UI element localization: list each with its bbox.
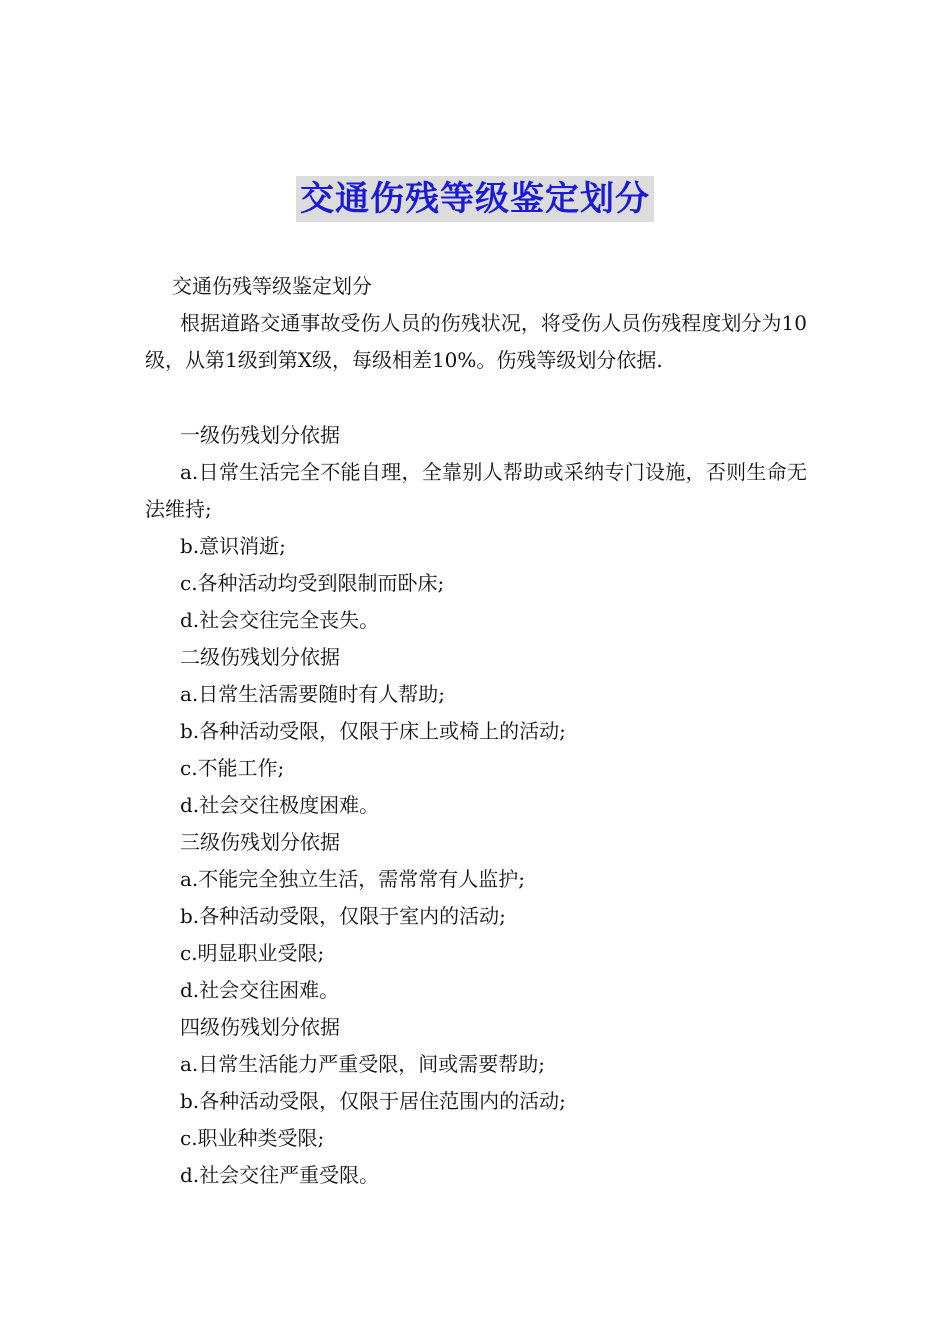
intro-paragraph: 根据道路交通事故受伤人员的伤残状况，将受伤人员伤残程度划分为10级，从第1级到第X级，每级相差10%。伤残等级划分依据.	[145, 311, 807, 372]
list-item: d.社会交往极度困难。	[180, 793, 380, 817]
section-heading-level-3: 三级伤残划分依据	[180, 830, 340, 854]
list-item: d.社会交往严重受限。	[180, 1163, 380, 1187]
list-item: b.意识消逝;	[180, 534, 286, 558]
list-item: c.各种活动均受到限制而卧床;	[180, 571, 445, 595]
list-item: c.职业种类受限;	[180, 1126, 325, 1150]
list-item: c.明显职业受限;	[180, 941, 325, 965]
list-item: a.日常生活能力严重受限，间或需要帮助;	[180, 1052, 546, 1076]
document-body	[145, 268, 807, 1194]
list-item: a.日常生活需要随时有人帮助;	[180, 682, 446, 706]
list-item: d.社会交往困难。	[180, 978, 340, 1002]
list-item: a.日常生活完全不能自理，全靠别人帮助或采纳专门设施，否则生命无法维持;	[145, 460, 807, 521]
list-item: d.社会交往完全丧失。	[180, 608, 380, 632]
title-wrapper	[0, 176, 950, 222]
section-heading-level-4: 四级伤残划分依据	[180, 1015, 340, 1039]
list-item: b.各种活动受限，仅限于居住范围内的活动;	[180, 1089, 566, 1113]
list-item: a.不能完全独立生活，需常常有人监护;	[180, 867, 526, 891]
list-item: c.不能工作;	[180, 756, 285, 780]
section-heading-level-1: 一级伤残划分依据	[180, 423, 340, 447]
list-item: b.各种活动受限，仅限于室内的活动;	[180, 904, 506, 928]
document-subtitle: 交通伤残等级鉴定划分	[172, 274, 372, 298]
section-heading-level-2: 二级伤残划分依据	[180, 645, 340, 669]
document-title: 交通伤残等级鉴定划分	[296, 176, 654, 222]
paragraph-spacer	[145, 379, 807, 417]
list-item: b.各种活动受限，仅限于床上或椅上的活动;	[180, 719, 566, 743]
